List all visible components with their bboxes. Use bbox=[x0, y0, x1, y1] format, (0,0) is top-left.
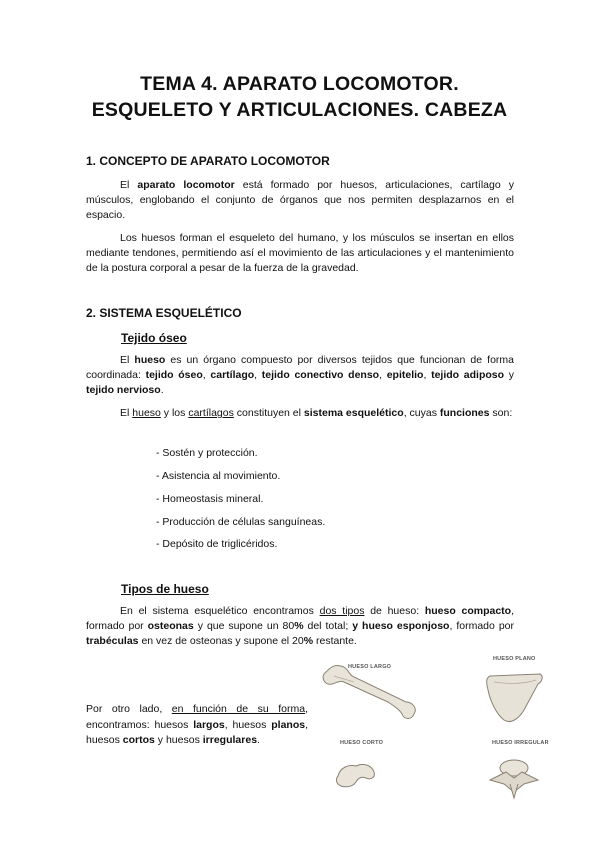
paragraph-hueso-tejidos: El hueso es un órgano compuesto por diversos tejidos que funcionan de forma coordinada: tejido óseo, cartílago, tejido conectivo denso, epitelio, tejido adiposo y tejido nervioso. bbox=[86, 354, 514, 397]
caption-hueso-largo: HUESO LARGO bbox=[348, 664, 392, 670]
subheading-tejido-oseo: Tejido óseo bbox=[121, 331, 187, 345]
section-1-heading: 1. CONCEPTO DE APARATO LOCOMOTOR bbox=[86, 154, 330, 168]
bone-types-illustration bbox=[318, 650, 558, 800]
list-item: - Asistencia al movimiento. bbox=[156, 470, 281, 482]
irregular-bone-icon bbox=[490, 760, 538, 798]
caption-hueso-corto: HUESO CORTO bbox=[340, 740, 384, 746]
list-item: - Producción de células sanguíneas. bbox=[156, 516, 326, 528]
flat-bone-icon bbox=[487, 674, 542, 722]
page-title-line-2: ESQUELETO Y ARTICULACIONES. CABEZA bbox=[91, 99, 508, 121]
caption-hueso-irregular: HUESO IRREGULAR bbox=[492, 740, 549, 746]
section-2-heading: 2. SISTEMA ESQUELÉTICO bbox=[86, 306, 242, 320]
list-item: - Depósito de triglicéridos. bbox=[156, 538, 278, 550]
subheading-tipos-de-hueso: Tipos de hueso bbox=[121, 582, 209, 596]
bone-types-figure bbox=[318, 650, 558, 800]
list-item: - Homeostasis mineral. bbox=[156, 493, 264, 505]
paragraph-tipos-hueso: En el sistema esquelético encontramos dos tipos de hueso: hueso compacto, formado por osteonas y que supone un 80% del total; y hueso esponjoso, formado por trabéculas en vez de osteonas y supone el 20% restante. bbox=[86, 605, 515, 648]
paragraph-forma-huesos: Por otro lado, en función de su forma, encontramos: huesos largos, huesos planos, huesos cortos y huesos irregulares. bbox=[86, 703, 308, 746]
short-bone-icon bbox=[337, 764, 375, 786]
long-bone-icon bbox=[323, 665, 415, 718]
paragraph-aparato-locomotor: El aparato locomotor está formado por huesos, articulaciones, cartílago y músculos, englobando el conjunto de órganos que nos permiten desplazarnos en el espacio. bbox=[86, 179, 514, 222]
paragraph-sistema-esqueletico: El hueso y los cartílagos constituyen el sistema esquelético, cuyas funciones son: bbox=[120, 407, 513, 419]
paragraph-huesos-musculos: Los huesos forman el esqueleto del humano, y los músculos se insertan en ellos mediante tendones, permitiendo así el movimiento de las articulaciones y el mantenimiento de la postura corporal a pesar de la fuerza de la gravedad. bbox=[86, 232, 514, 275]
page-title-line-1: TEMA 4. APARATO LOCOMOTOR. bbox=[140, 73, 459, 95]
caption-hueso-plano: HUESO PLANO bbox=[493, 656, 536, 662]
list-item: - Sostén y protección. bbox=[156, 447, 258, 459]
